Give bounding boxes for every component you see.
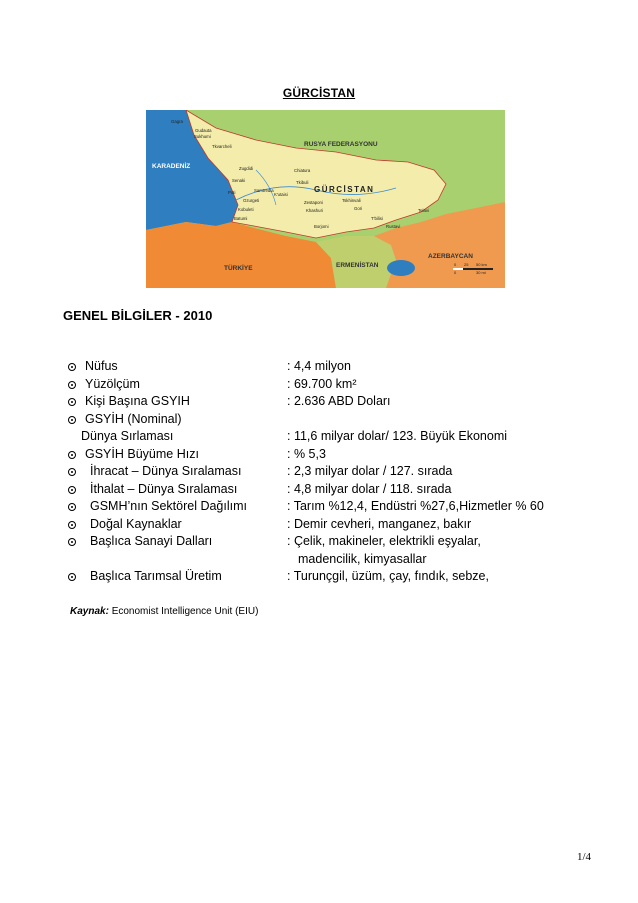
fact-value: : 69.700 km² (287, 376, 357, 391)
svg-text:Poti: Poti (228, 190, 236, 195)
fact-label: Doğal Kaynaklar (90, 516, 182, 531)
fact-value (287, 533, 481, 568)
svg-text:25: 25 (464, 262, 469, 267)
fact-label: Yüzölçüm (85, 376, 140, 391)
list-item (68, 498, 628, 516)
svg-text:T'bilisi: T'bilisi (371, 216, 383, 221)
georgia-map (146, 110, 505, 288)
bullet-icon (68, 451, 76, 459)
svg-text:Tkibuli: Tkibuli (296, 180, 309, 185)
bullet-icon (68, 573, 76, 581)
black-sea-label: KARADENİZ (152, 163, 191, 170)
list-item (68, 393, 628, 411)
fact-label: Kişi Başına GSYIH (85, 394, 190, 408)
russia-label: RUSYA FEDERASYONU (304, 141, 378, 148)
source-note (70, 606, 258, 617)
fact-label: GSMH’nın Sektörel Dağılımı (90, 499, 247, 513)
georgia-label: GÜRCİSTAN (314, 185, 375, 194)
section-title: GENEL BİLGİLER - 2010 (63, 308, 213, 323)
bullet-icon (68, 416, 76, 424)
list-item (68, 516, 628, 534)
list-item (68, 358, 628, 376)
fact-value: : % 5,3 (287, 446, 326, 461)
fact-value: : 11,6 milyar dolar/ 123. Büyük Ekonomi (287, 429, 508, 443)
fact-value-line1: : Çelik, makineler, elektrikli eşyalar, (287, 534, 481, 548)
svg-text:Tkvarcheli: Tkvarcheli (212, 144, 232, 149)
list-item (68, 428, 628, 446)
fact-value: : Demir cevheri, manganez, bakır (287, 516, 472, 531)
fact-value: : 4,8 milyar dolar / 118. sırada (287, 481, 452, 496)
svg-text:Tskhinvali: Tskhinvali (342, 198, 361, 203)
azerbaijan-label: AZERBAYCAN (428, 253, 473, 260)
fact-label: GSYİH (Nominal) (85, 411, 182, 426)
svg-text:Rustavi: Rustavi (386, 224, 401, 229)
bullet-icon (68, 503, 76, 511)
svg-text:Chiatura: Chiatura (294, 168, 311, 173)
list-item (68, 463, 628, 481)
source-text: Economist Intelligence Unit (EIU) (111, 606, 259, 617)
svg-text:0: 0 (454, 270, 457, 275)
bullet-icon (68, 398, 76, 406)
list-item (68, 481, 628, 499)
bullet-icon (68, 381, 76, 389)
svg-text:Gori: Gori (354, 206, 363, 211)
fact-label: Nüfus (85, 359, 118, 373)
svg-text:Ozurgeti: Ozurgeti (243, 198, 260, 203)
armenia-label: ERMENİSTAN (336, 262, 379, 269)
svg-text:Zestaponi: Zestaponi (304, 200, 323, 205)
bullet-icon (68, 521, 76, 529)
bullet-icon (68, 468, 76, 476)
fact-label: İhracat – Dünya Sıralaması (90, 464, 242, 478)
fact-label: İthalat – Dünya Sıralaması (90, 481, 238, 496)
list-item (68, 568, 628, 586)
svg-text:Gagra: Gagra (171, 119, 183, 124)
bullet-icon (68, 538, 76, 546)
fact-value-line2: madencilik, kimyasallar (298, 551, 427, 566)
facts-list (68, 358, 628, 586)
svg-text:Telavi: Telavi (418, 208, 429, 213)
svg-text:0: 0 (454, 262, 457, 267)
bullet-icon (68, 486, 76, 494)
svg-text:Khashuri: Khashuri (306, 208, 323, 213)
bullet-icon (68, 363, 76, 371)
svg-text:K'utaisi: K'utaisi (274, 192, 288, 197)
page-title: GÜRCİSTAN (282, 86, 356, 100)
svg-text:Sukhumi: Sukhumi (194, 134, 211, 139)
svg-text:Gudauta: Gudauta (195, 128, 212, 133)
fact-label: Başlıca Sanayi Dalları (90, 534, 213, 548)
svg-text:Zugdidi: Zugdidi (239, 166, 254, 171)
svg-text:50 km: 50 km (476, 262, 487, 267)
fact-label: Başlıca Tarımsal Üretim (90, 569, 222, 583)
list-item (68, 446, 628, 464)
svg-text:Senaki: Senaki (232, 178, 246, 183)
svg-text:Borjomi: Borjomi (314, 224, 329, 229)
fact-label: Dünya Sırlaması (81, 429, 174, 443)
fact-value: : 2.636 ABD Doları (287, 394, 391, 408)
page-number: 1/4 (576, 851, 591, 863)
fact-value: : Turunçgil, üzüm, çay, fındık, sebze, (287, 569, 489, 583)
list-item (68, 533, 628, 568)
fact-value: : 4,4 milyon (287, 359, 351, 373)
svg-text:Samtredia: Samtredia (254, 188, 274, 193)
fact-value: : Tarım %12,4, Endüstri %27,6,Hizmetler % 60 (287, 499, 544, 513)
fact-value: : 2,3 milyar dolar / 127. sırada (287, 464, 453, 478)
turkey-label: TÜRKİYE (224, 265, 253, 272)
source-label: Kaynak: (70, 606, 109, 617)
svg-text:30 mi: 30 mi (476, 270, 486, 275)
list-item (68, 411, 628, 429)
svg-text:Kobuleti: Kobuleti (238, 207, 254, 212)
svg-text:Batumi: Batumi (234, 216, 248, 221)
fact-label: GSYİH Büyüme Hızı (85, 446, 199, 461)
list-item (68, 376, 628, 394)
